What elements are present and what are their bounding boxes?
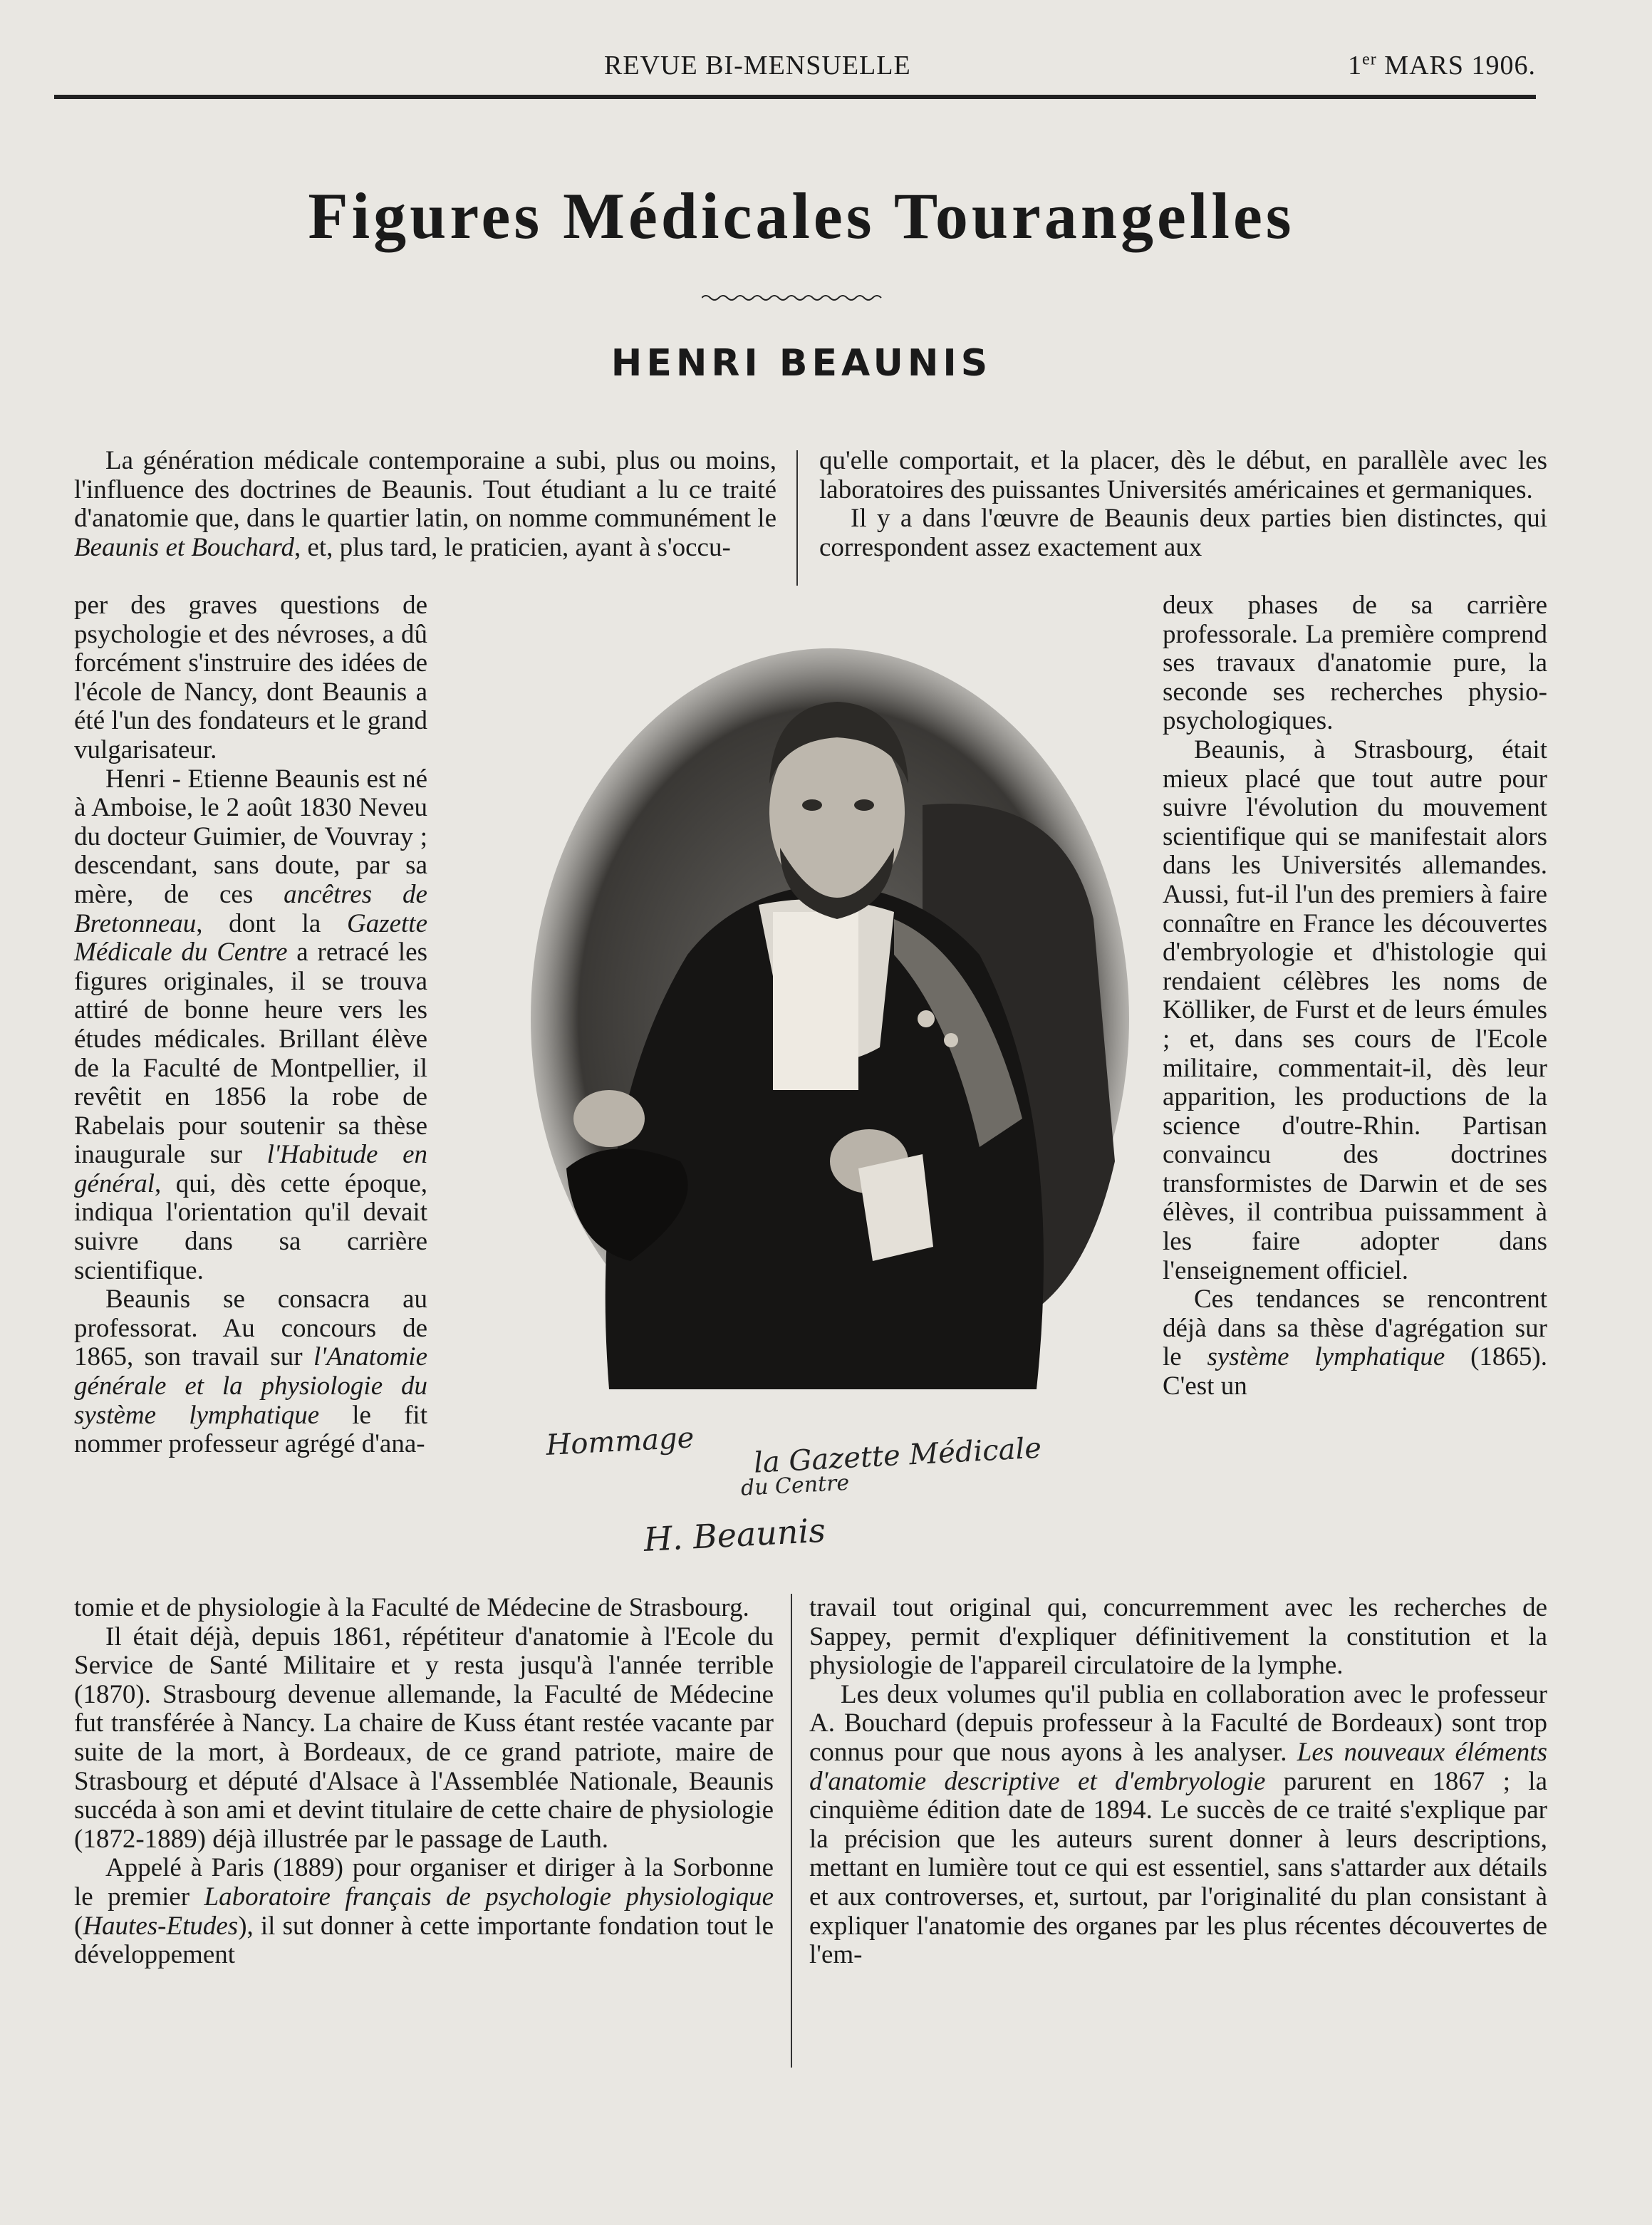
journal-name: REVUE BI-MENSUELLE xyxy=(604,51,911,81)
paragraph: travail tout original qui, concurremment avec les recherches de Sappey, permit d'expliquer définitivement la constitution et la physiologie de l'appareil circulatoire de la lymphe. xyxy=(809,1593,1547,1681)
column-divider-top xyxy=(796,450,798,586)
paragraph: Il y a dans l'œuvre de Beaunis deux parties bien distinctes, qui correspondent assez exactement aux xyxy=(819,504,1547,562)
paragraph: per des graves questions de psychologie et des névroses, a dû forcément s'instruire des idées de l'école de Nancy, dont Beaunis a été l'un des fondateurs et le grand vulgarisateur. xyxy=(74,591,427,764)
handwritten-dedication xyxy=(545,1399,1121,1572)
right-column-top xyxy=(819,447,1547,562)
column-divider-bottom xyxy=(791,1594,792,2068)
paragraph: Beaunis, à Strasbourg, était mieux placé que tout autre pour suivre l'évolution du mouvement scientifique qui se manifestait alors dans les Universités allemandes. Aussi, fut-il l'un des premiers à faire connaître en France les découvertes d'embryologie et d'histologie qui rendaient célèbres les noms de Kölliker, de Furst et de leurs émules ; et, dans ses cours de l'Ecole militaire, commentait-il, dès leur apparition, les productions de la science d'outre-Rhin. Partisan convaincu des doctrines transformistes de Darwin et de ses élèves, il contribua puissamment à les faire adopter dans l'enseignement officiel. xyxy=(1163,735,1547,1285)
running-head xyxy=(54,44,1536,87)
ornament-squiggle xyxy=(702,291,883,305)
paragraph: qu'elle comportait, et la placer, dès le début, en parallèle avec les laboratoires des puissantes Universités américaines et germaniques. xyxy=(819,446,1547,504)
right-column-bottom xyxy=(809,1594,1547,1970)
dedication-line: la Gazette Médicale xyxy=(753,1431,1043,1480)
left-column-bottom xyxy=(74,1594,774,1970)
paragraph: Beaunis se consacra au professorat. Au concours de 1865, son travail sur l'Anatomie générale et la physiologie du système lymphatique le fit nommer professeur agrégé d'ana- xyxy=(74,1285,427,1459)
article-series-title: Figures Médicales Tourangelles xyxy=(308,180,1295,252)
right-column-middle xyxy=(1163,591,1547,1401)
paragraph: Henri - Etienne Beaunis est né à Amboise, le 2 août 1830 Neveu du docteur Guimier, de Vouvray ; descendant, sans doute, par sa mère, de ces ancêtres de Bretonneau, dont la Gazette Médicale du Centre a retracé les figures originales, il se trouva attiré de bonne heure vers les études médicales. Brillant élève de la Faculté de Montpellier, il revêtit en 1856 la robe de Rabelais pour soutenir sa thèse inaugurale sur l'Habitude en général, qui, dès cette époque, indiqua l'orientation qu'il devait suivre dans sa carrière scientifique. xyxy=(74,764,427,1285)
paragraph: La génération médicale contemporaine a subi, plus ou moins, l'influence des doctrines de Beaunis. Tout étudiant a lu ce traité d'anatomie que, dans le quartier latin, on nomme communément le Beaunis et Bouchard, et, plus tard, le praticien, ayant à s'occu- xyxy=(74,446,776,562)
left-column-top xyxy=(74,447,776,562)
signature: H. Beaunis xyxy=(643,1510,827,1560)
dedication-line: Hommage xyxy=(545,1421,695,1463)
issue-date: 1er MARS 1906. xyxy=(1348,50,1536,81)
paragraph: Appelé à Paris (1889) pour organiser et diriger à la Sorbonne le premier Laboratoire français de psychologie physiologique (Hautes-Etudes), il sut donner à cette importante fondation tout le développement xyxy=(74,1853,774,1970)
paragraph: deux phases de sa carrière professorale. La première comprend ses travaux d'anatomie pure, la seconde ses recherches physio-psychologiques. xyxy=(1163,591,1547,736)
dedication-line: du Centre xyxy=(740,1470,851,1501)
portrait-photo xyxy=(524,620,1133,1389)
left-column-middle xyxy=(74,591,427,1459)
paragraph: Il était déjà, depuis 1861, répétiteur d'anatomie à l'Ecole du Service de Santé Militaire et y resta jusqu'à l'année terrible (1870). Strasbourg devenue allemande, la Faculté de Médecine fut transférée à Nancy. La chaire de Kuss étant restée vacante par suite de la mort, à Bordeaux, de ce grand patriote, maire de Strasbourg et député d'Alsace à l'Assemblée Nationale, Beaunis succéda à son ami et devint titulaire de cette chaire de physiologie (1872-1889) déjà illustrée par le passage de Lauth. xyxy=(74,1622,774,1854)
header-rule xyxy=(54,95,1536,99)
portrait-illustration xyxy=(524,620,1133,1389)
paragraph: Les deux volumes qu'il publia en collaboration avec le professeur A. Bouchard (depuis professeur à la Faculté de Bordeaux) sont trop connus pour que nous ayons à les analyser. Les nouveaux éléments d'anatomie descriptive et d'embryologie parurent en 1867 ; la cinquième édition date de 1894. Le succès de ce traité s'explique par la précision que les auteurs surent donner à leurs descriptions, mettant en lumière tout ce qui est essentiel, sans s'attarder aux détails et aux controverses, et, surtout, par l'originalité du plan consistant à expliquer l'anatomie des organes par les plus récentes découvertes de l'em- xyxy=(809,1679,1547,1970)
article-subject: HENRI BEAUNIS xyxy=(611,342,992,385)
paragraph: Ces tendances se rencontrent déjà dans sa thèse d'agrégation sur le système lymphatique (1865). C'est un xyxy=(1163,1285,1547,1401)
paragraph: tomie et de physiologie à la Faculté de Médecine de Strasbourg. xyxy=(74,1593,749,1622)
